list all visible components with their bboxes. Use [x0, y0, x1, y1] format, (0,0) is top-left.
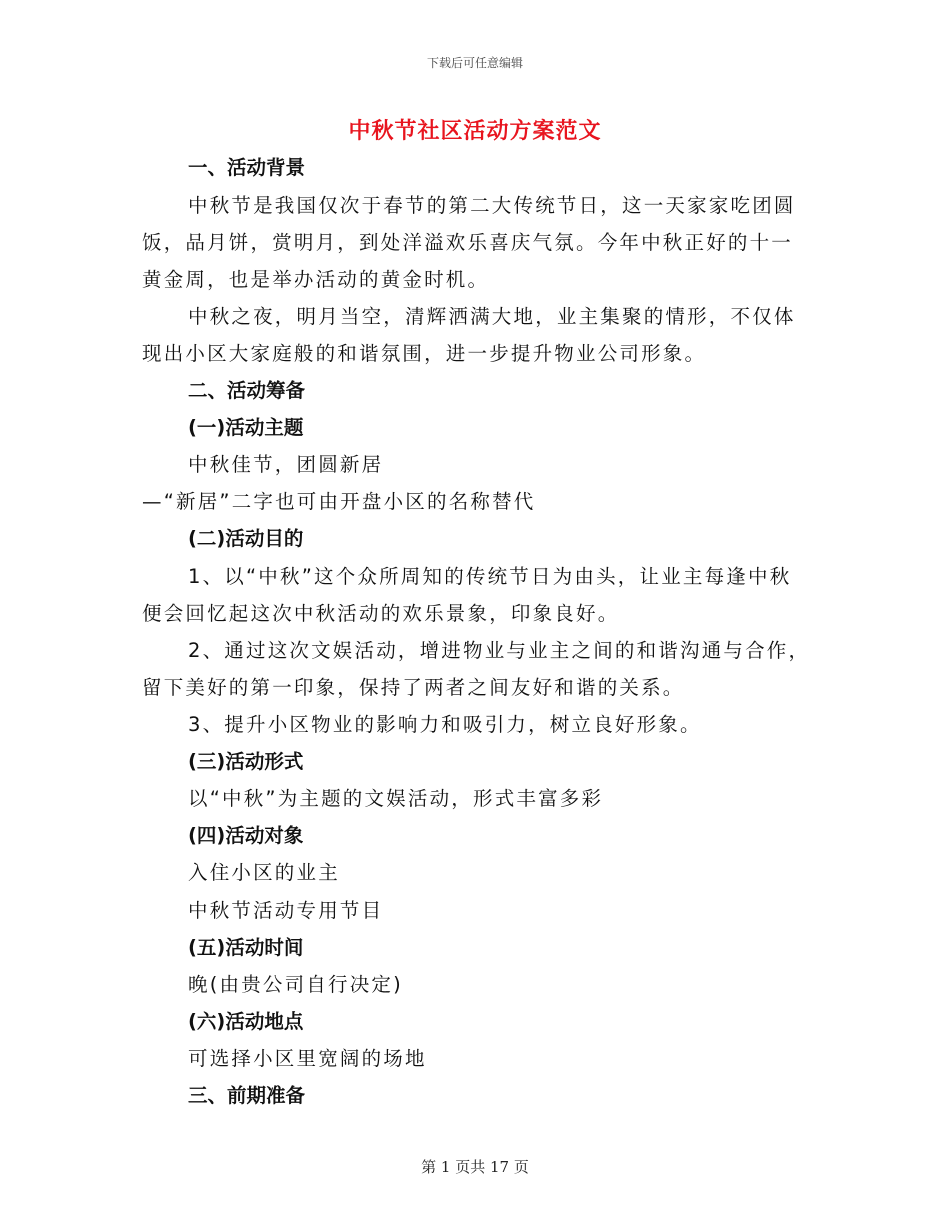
paragraph-line: 1、以“中秋”这个众所周知的传统节日为由头，让业主每逢中秋 [188, 565, 792, 588]
paragraph-line: 中秋佳节，团圆新居 [188, 453, 384, 476]
paragraph-line: 以“中秋”为主题的文娱活动，形式丰富多彩 [188, 787, 604, 810]
page-header: 下载后可任意编辑 [426, 56, 523, 70]
paragraph-line: —“新居”二字也可由开盘小区的名称替代 [142, 490, 536, 513]
subsection-heading: (三)活动形式 [188, 750, 304, 773]
paragraph-line: 中秋之夜，明月当空，清辉洒满大地，业主集聚的情形，不仅体 [188, 305, 796, 328]
subsection-heading: (一)活动主题 [188, 416, 304, 439]
paragraph-line: 2、通过这次文娱活动，增进物业与业主之间的和谐沟通与合作， [188, 639, 811, 662]
subsection-heading: (五)活动时间 [188, 936, 304, 959]
document-title: 中秋节社区活动方案范文 [348, 119, 602, 144]
subsection-heading: (六)活动地点 [188, 1010, 304, 1033]
paragraph-line: 留下美好的第一印象，保持了两者之间友好和谐的关系。 [142, 676, 685, 699]
paragraph-line: 现出小区大家庭般的和谐氛围，进一步提升物业公司形象。 [142, 342, 707, 365]
subsection-heading: (四)活动对象 [188, 824, 304, 847]
paragraph-line: 饭，品月饼，赏明月，到处洋溢欢乐喜庆气氛。今年中秋正好的十一 [142, 231, 794, 254]
paragraph-line: 可选择小区里宽阔的场地 [188, 1047, 427, 1070]
paragraph-line: 黄金周，也是举办活动的黄金时机。 [142, 268, 490, 291]
page-footer: 第 1 页共 17 页 [421, 1158, 529, 1176]
section-heading: 三、前期准备 [188, 1084, 306, 1107]
section-heading: 二、活动筹备 [188, 379, 306, 402]
paragraph-line: 中秋节活动专用节目 [188, 899, 384, 922]
section-heading: 一、活动背景 [188, 156, 306, 179]
paragraph-line: 中秋节是我国仅次于春节的第二大传统节日，这一天家家吃团圆 [188, 194, 796, 217]
subsection-heading: (二)活动目的 [188, 527, 304, 550]
paragraph-line: 晚(由贵公司自行决定) [188, 973, 403, 996]
paragraph-line: 3、提升小区物业的影响力和吸引力，树立良好形象。 [188, 713, 702, 736]
paragraph-line: 入住小区的业主 [188, 861, 340, 884]
paragraph-line: 便会回忆起这次中秋活动的欢乐景象，印象良好。 [142, 602, 620, 625]
